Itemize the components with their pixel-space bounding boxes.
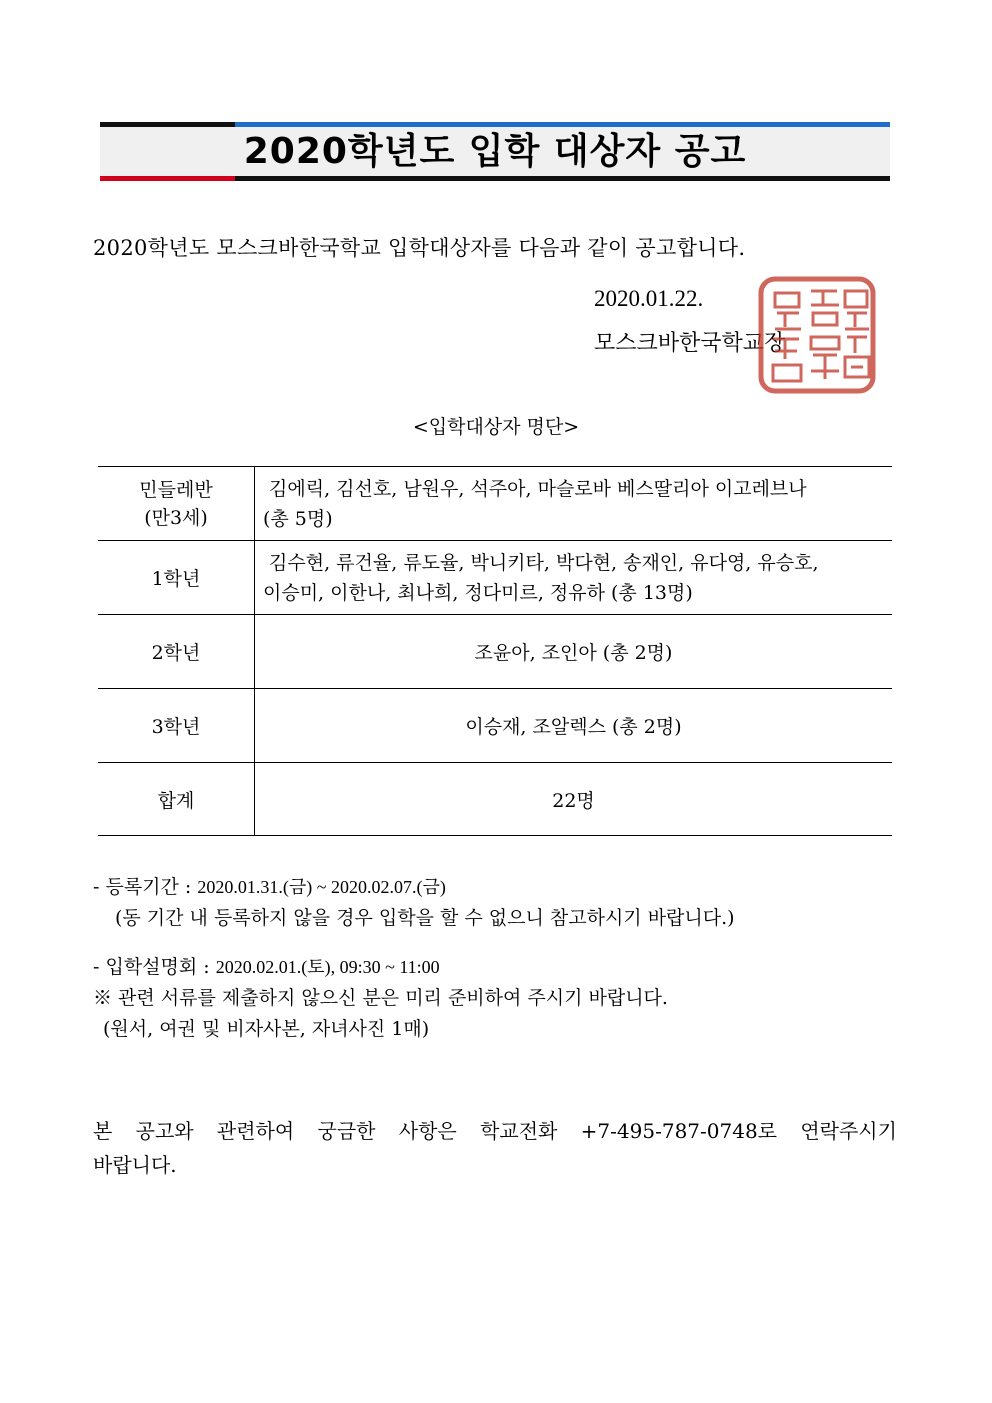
student-names-line: 김에릭, 김선호, 남원우, 석주아, 마슬로바 베스딸리아 이고레브나: [263, 477, 807, 500]
session-time: 2020.02.01.(토), 09:30 ~ 11:00: [215, 957, 440, 977]
registration-period: 2020.01.31.(금) ~ 2020.02.07.(금): [197, 877, 446, 897]
contact-word: 학교전화: [480, 1119, 558, 1143]
contact-word: 본: [93, 1119, 113, 1143]
principal-name: 모스크바한국학교장: [594, 331, 786, 356]
student-names: [255, 541, 893, 615]
grade-label: 1학년: [98, 541, 255, 615]
intro-text: 2020학년도 모스크바한국학교 입학대상자를 다음과 같이 공고합니다.: [93, 236, 746, 260]
total-count: 22명: [255, 763, 893, 836]
page-title: 2020학년도 입학 대상자 공고: [243, 131, 747, 172]
table-row: [98, 467, 892, 541]
contact-line: 바랍니다.: [93, 1153, 177, 1177]
table-row: [98, 615, 892, 689]
notice-date: 2020.01.22.: [594, 286, 704, 311]
official-seal-icon: [755, 273, 879, 397]
notes-section: [93, 872, 735, 1045]
banner-bottom-black-bar: [235, 176, 890, 181]
table-row: [98, 541, 892, 615]
grade-label: 3학년: [98, 689, 255, 763]
student-names-line: 김수현, 류건율, 류도율, 박니키타, 박다현, 송재인, 유다영, 유승호,: [263, 551, 819, 574]
banner-bottom-red-bar: [100, 176, 235, 181]
grade-label-line: 민들레반: [139, 478, 213, 501]
contact-line: [93, 1114, 897, 1148]
contact-word: 공고와: [135, 1119, 194, 1143]
contact-word: 연락주시기: [800, 1119, 897, 1143]
student-names: 조윤아, 조인아 (총 2명): [255, 615, 893, 689]
roster-title: <입학대상자 명단>: [412, 416, 580, 438]
student-names-line: 이승미, 이한나, 최나희, 정다미르, 정유하 (총 13명): [263, 581, 693, 604]
table-row: [98, 763, 892, 836]
contact-word: 관련하여: [216, 1119, 295, 1143]
contact-word: 궁금한: [317, 1119, 376, 1143]
grade-label: [98, 467, 255, 541]
session-label: - 입학설명회 :: [93, 956, 216, 978]
student-names: [255, 467, 893, 541]
student-count: (총 5명): [263, 507, 333, 530]
contact-phone: +7-495-787-0748로: [580, 1119, 777, 1143]
contact-paragraph: [93, 1114, 897, 1182]
documents-notice: ※ 관련 서류를 제출하지 않으신 분은 미리 준비하여 주시기 바랍니다.: [93, 987, 668, 1009]
table-row: [98, 689, 892, 763]
title-banner: [100, 122, 890, 181]
registration-line: [93, 872, 735, 903]
student-names: 이승재, 조알렉스 (총 2명): [255, 689, 893, 763]
contact-word: 사항은: [398, 1119, 457, 1143]
total-label: 합계: [98, 763, 255, 836]
grade-label: 2학년: [98, 615, 255, 689]
registration-warning: (동 기간 내 등록하지 않을 경우 입학을 할 수 없으니 참고하시기 바랍니다.): [115, 907, 735, 929]
registration-label: - 등록기간 :: [93, 876, 198, 898]
session-line: [93, 952, 735, 983]
admission-roster-table: [98, 466, 892, 836]
documents-list: (원서, 여권 및 비자사본, 자녀사진 1매): [103, 1018, 430, 1040]
grade-label-sub: (만3세): [144, 506, 208, 529]
